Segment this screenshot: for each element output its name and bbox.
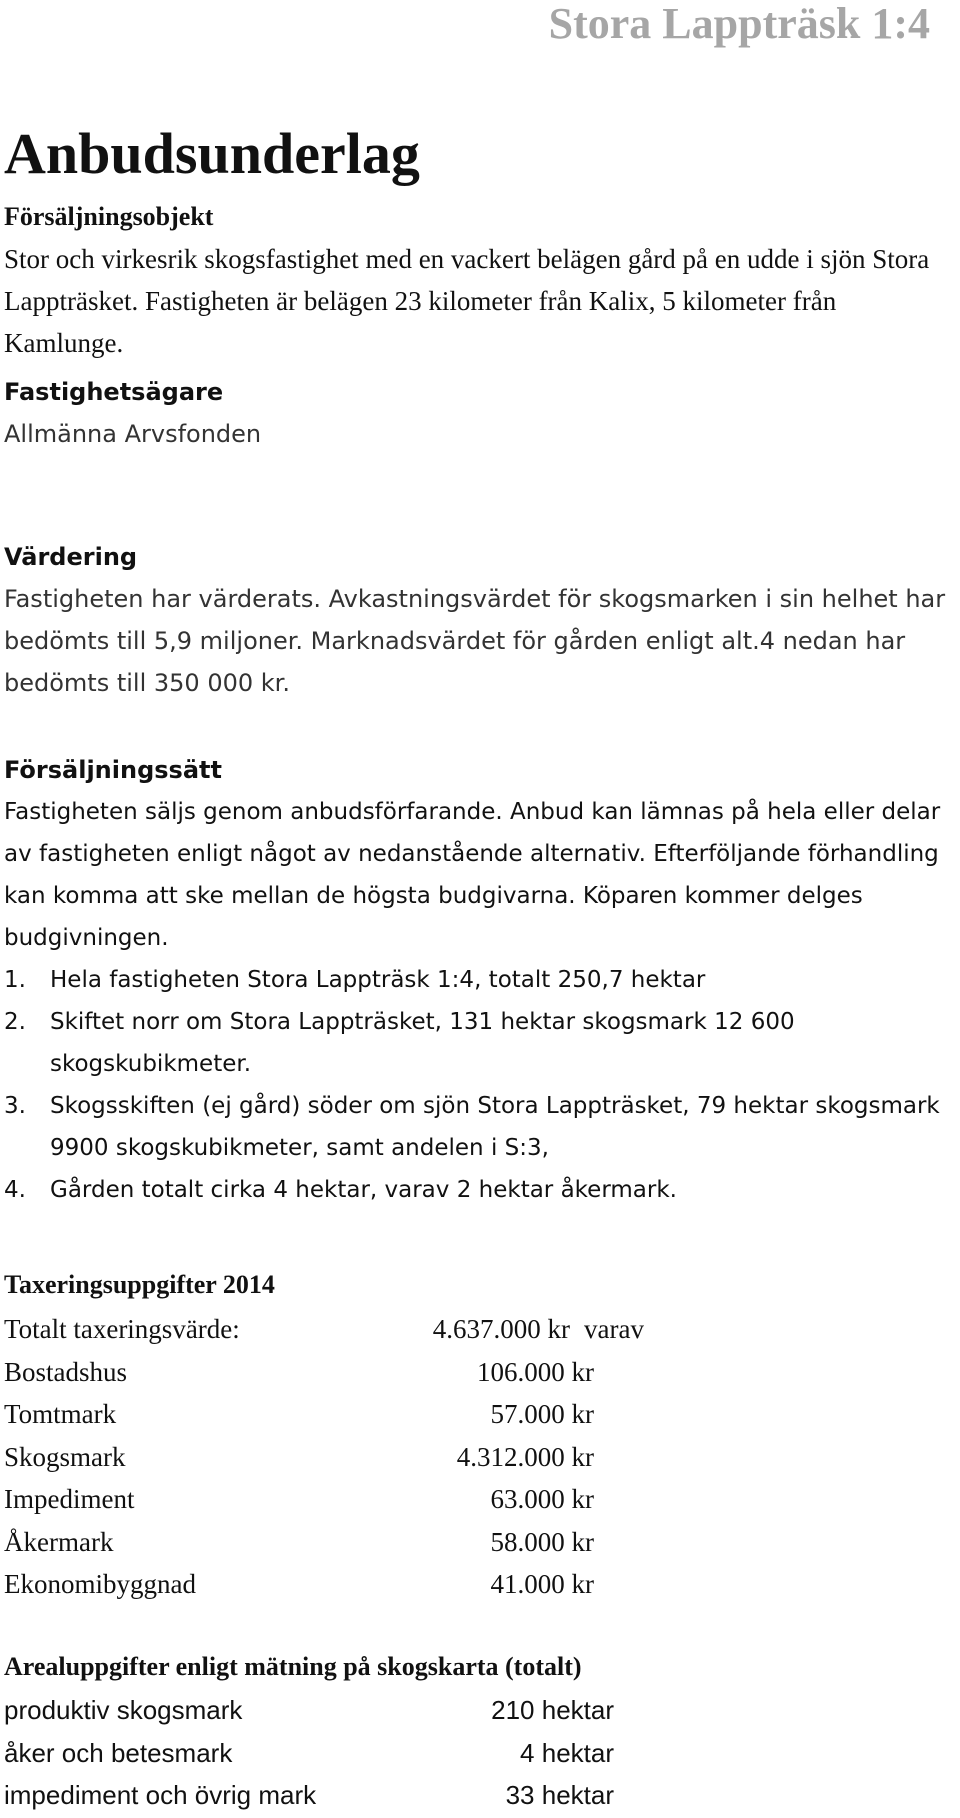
taxering-heading: Taxeringsuppgifter 2014 xyxy=(4,1270,275,1299)
areal-heading: Arealuppgifter enligt mätning på skogskarta (totalt) xyxy=(4,1652,582,1681)
taxering-note: varav xyxy=(584,1314,644,1344)
alternative-number: 4. xyxy=(4,1177,26,1203)
taxering-label: Åkermark xyxy=(4,1526,114,1557)
taxering-value: 63.000 kr xyxy=(490,1484,594,1514)
section-satt xyxy=(4,749,956,1211)
areal-row xyxy=(4,1732,644,1775)
alternative-item xyxy=(4,1001,956,1085)
areal-row xyxy=(4,1689,644,1732)
taxering-label: Totalt taxeringsvärde: xyxy=(4,1314,240,1344)
taxering-value: 4.312.000 kr xyxy=(456,1441,594,1472)
taxering-row xyxy=(4,1308,644,1351)
section-text-vardering: Fastigheten har värderats. Avkastningsvärdet för skogsmarken i sin helhet har bedömts till 5,9 miljoner. Marknadsvärdet för gården enligt alt.4 nedan har bedömts till 350 000 kr. xyxy=(4,585,946,697)
taxering-label: Ekonomibyggnad xyxy=(4,1569,196,1599)
taxering-value: 106.000 kr xyxy=(477,1356,594,1387)
section-agare xyxy=(4,371,956,455)
taxering-label: Impediment xyxy=(4,1484,135,1514)
alternative-item xyxy=(4,1169,956,1211)
taxering-label: Bostadshus xyxy=(4,1356,128,1387)
taxering-label: Skogsmark xyxy=(4,1441,126,1472)
property-name-header: Stora Lappträsk 1:4 xyxy=(548,0,930,48)
alternative-number: 1. xyxy=(4,967,26,993)
taxering-table xyxy=(4,1308,644,1606)
alternative-text: Skiftet norr om Stora Lappträsket, 131 hektar skogsmark 12 600 skogskubikmeter. xyxy=(50,1009,795,1077)
section-text-agare: Allmänna Arvsfonden xyxy=(4,420,262,448)
taxering-row xyxy=(4,1563,644,1606)
alternative-text: Gården totalt cirka 4 hektar, varav 2 hektar åkermark. xyxy=(50,1177,677,1203)
taxering-value: 58.000 kr xyxy=(490,1526,594,1557)
taxering-value: 4.637.000 kr xyxy=(432,1314,571,1344)
areal-value: 210 hektar xyxy=(491,1695,614,1725)
section-heading-objekt: Försäljningsobjekt xyxy=(4,202,214,231)
section-heading-satt: Försäljningssätt xyxy=(4,756,222,784)
taxering-row xyxy=(4,1521,644,1564)
areal-label: impediment och övrig mark xyxy=(4,1780,317,1810)
taxering-row xyxy=(4,1351,644,1394)
alternatives-list xyxy=(4,959,956,1211)
taxering-row xyxy=(4,1393,644,1436)
alternative-item xyxy=(4,959,956,1001)
section-heading-vardering: Värdering xyxy=(4,543,138,571)
alternative-number: 2. xyxy=(4,1009,26,1035)
section-objekt xyxy=(4,196,956,364)
taxering-value: 41.000 kr xyxy=(490,1569,594,1599)
taxering-label: Tomtmark xyxy=(4,1399,117,1429)
areal-label: produktiv skogsmark xyxy=(4,1695,243,1725)
areal-value: 33 hektar xyxy=(505,1780,614,1810)
areal-label: åker och betesmark xyxy=(4,1737,233,1768)
section-text-objekt: Stor och virkesrik skogsfastighet med en vackert belägen gård på en udde i sjön Stora Lappträsket. Fastigheten är belägen 23 kilometer från Kalix, 5 kilometer från Kamlunge. xyxy=(4,244,930,358)
section-heading-agare: Fastighetsägare xyxy=(4,378,224,406)
taxering-value: 57.000 kr xyxy=(490,1399,594,1429)
taxering-row xyxy=(4,1478,644,1521)
section-text-satt: Fastigheten säljs genom anbudsförfarande. Anbud kan lämnas på hela eller delar av fastigheten enligt något av nedanstående alternativ. Efterföljande förhandling kan komma att ske mellan de högsta budgivarna. Köparen kommer delges budgivningen. xyxy=(4,799,941,951)
areal-table xyxy=(4,1689,644,1817)
alternative-text: Skogsskiften (ej gård) söder om sjön Stora Lappträsket, 79 hektar skogsmark 9900 skogskubikmeter, samt andelen i S:3, xyxy=(50,1093,940,1161)
taxering-row xyxy=(4,1436,644,1479)
alternative-item xyxy=(4,1085,956,1169)
section-vardering xyxy=(4,536,956,704)
alternative-text: Hela fastigheten Stora Lappträsk 1:4, totalt 250,7 hektar xyxy=(50,967,706,993)
areal-row xyxy=(4,1774,644,1817)
areal-value: 4 hektar xyxy=(520,1737,614,1768)
document-title: Anbudsunderlag xyxy=(4,121,420,186)
alternative-number: 3. xyxy=(4,1093,26,1119)
